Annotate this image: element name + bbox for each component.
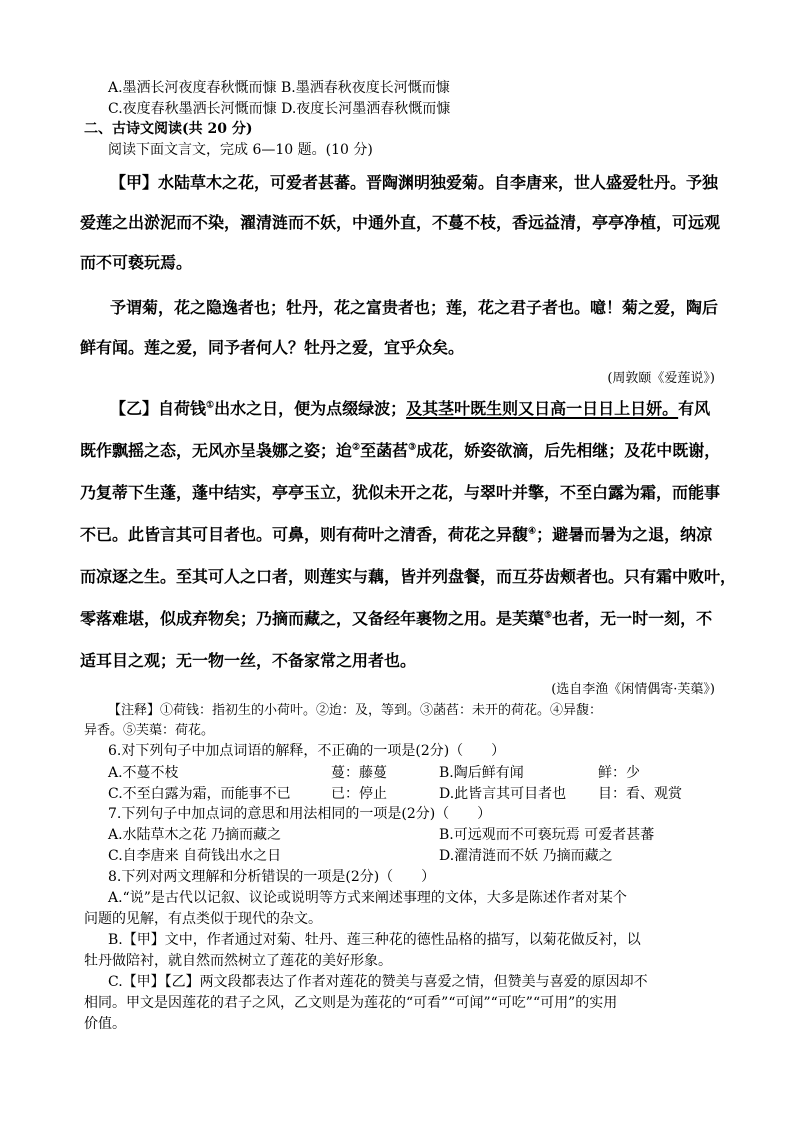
note-marker: ① xyxy=(206,400,215,411)
notes-line: 异香。⑤芙蕖：荷花。 xyxy=(84,723,215,738)
text-yi-line: 零落难堪，似成弃物矣；乃摘而藏之，又备经年裹物之用。是芙蕖⑤也者，无一时一刻，不 xyxy=(80,609,713,628)
q6-stem: 6.对下列句子中加点词语的解释，不正确的一项是(2分)（ ） xyxy=(108,743,506,759)
note-marker: ③ xyxy=(408,442,417,453)
q6-option-b-gloss: 鲜：少 xyxy=(598,765,640,781)
q6-option-c: C.不至白露为霜，而能事不已 xyxy=(108,786,291,802)
q7-option-c: C.自李唐来 自荷钱出水之日 xyxy=(108,848,282,864)
q7-option-a: A.水陆草木之花 乃摘而藏之 xyxy=(108,827,282,843)
section-instruction: 阅读下面文言文，完成 6—10 题。(10 分) xyxy=(108,142,373,158)
note-marker: ② xyxy=(352,442,361,453)
q8-option-c-line: 相同。甲文是因莲花的君子之风，乙文则是为莲花的“可看”“可闻”“可吃”“可用”的实用 xyxy=(84,995,618,1011)
q8-option-b-line: B.【甲】文中，作者通过对菊、牡丹、莲三种花的德性品格的描写，以菊花做反衬，以 xyxy=(108,932,641,948)
text-yi-line: 不已。此皆言其可目者也。可鼻，则有荷叶之清香，荷花之异馥④；避暑而暑为之退，纳凉 xyxy=(80,525,713,544)
note-marker: ⑤ xyxy=(544,610,553,621)
text-yi-line: 既作飘摇之态，无风亦呈袅娜之姿；迨②至菡萏③成花，娇姿欲滴，后先相继；及花中既谢， xyxy=(80,441,721,460)
q6-option-a-gloss: 蔓：藤蔓 xyxy=(331,765,387,781)
q8-option-a-line: 问题的见解，有点类似于现代的杂文。 xyxy=(84,911,322,927)
q6-option-b: B.陶后鲜有闻 xyxy=(439,765,524,781)
notes-label: 【注释】 xyxy=(108,703,161,718)
section-heading: 二、古诗文阅读(共 20 分) xyxy=(84,121,253,137)
q7-option-d: D.濯清涟而不妖 乃摘而藏之 xyxy=(439,848,613,864)
text-jia-line: 爱莲之出淤泥而不染，濯清涟而不妖，中通外直，不蔓不枝，香远益清，亭亭净植，可远观 xyxy=(80,213,721,232)
q8-option-c-line: C.【甲】【乙】两文段都表达了作者对莲花的赞美与喜爱之情，但赞美与喜爱的原因却不 xyxy=(108,974,648,990)
text-jia-label: 【甲】 xyxy=(110,173,159,192)
notes-line: 【注释】①荷钱：指初生的小荷叶。②迨：及，等到。③菡萏：未开的荷花。④异馥： xyxy=(108,703,603,718)
q7-option-b: B.可远观而不可亵玩焉 可爱者甚蕃 xyxy=(439,827,655,843)
q6-option-a: A.不蔓不枝 xyxy=(108,765,179,781)
text-yi-label: 【乙】 xyxy=(110,399,159,418)
q7-stem: 7.下列句子中加点词的意思和用法相同的一项是(2分)（ ） xyxy=(108,806,492,822)
q6-option-d-gloss: 目：看、观赏 xyxy=(598,786,682,802)
q8-option-b-line: 牡丹做陪衬，就自然而然树立了莲花的美好形象。 xyxy=(84,953,392,969)
text-yi-line: 适耳目之观；无一物一丝，不备家常之用者也。 xyxy=(80,651,417,670)
q8-stem: 8.下列对两文理解和分析错误的一项是(2分)（ ） xyxy=(108,869,436,885)
text-yi-source: (选自李渔《闲情偶寄·芙蕖》) xyxy=(551,682,715,697)
q8-option-a-line: A.“说”是古代以记叙、议论或说明等方式来阐述事理的文体，大多是陈述作者对某个 xyxy=(108,890,627,906)
text-yi-line: 乃复蒂下生蓬，蓬中结实，亭亭玉立，犹似未开之花，与翠叶并擎，不至白露为霜，而能事 xyxy=(80,483,721,502)
text-jia-line: 予谓菊，花之隐逸者也；牡丹，花之富贵者也；莲，花之君子者也。噫！菊之爱，陶后 xyxy=(110,298,719,317)
text-jia-source: (周敦颐《爱莲说》) xyxy=(607,371,715,386)
q5-option-row-1: A.墨洒长河夜度春秋慨而慷 B.墨洒春秋夜度长河慨而慷 xyxy=(108,80,450,96)
q5-option-row-2: C.夜度春秋墨洒长河慨而慷 D.夜度长河墨洒春秋慨而慷 xyxy=(108,101,451,117)
text-yi-line: 【乙】自荷钱①出水之日，便为点缀绿波；及其茎叶既生则又日高一日日上日妍。有风 xyxy=(110,399,711,418)
text-jia-line: 而不可亵玩焉。 xyxy=(80,253,193,272)
underlined-sentence: 及其茎叶既生则又日高一日日上日妍。 xyxy=(406,399,679,418)
q8-option-c-line: 价值。 xyxy=(84,1016,126,1032)
text-yi-line: 而凉逐之生。至其可人之口者，则莲实与藕，皆并列盘餐，而互芬齿颊者也。只有霜中败叶， xyxy=(80,567,737,586)
note-marker: ④ xyxy=(528,526,537,537)
text-jia-line: 鲜有闻。莲之爱，同予者何人？牡丹之爱，宜乎众矣。 xyxy=(80,338,465,357)
text-jia-line: 【甲】水陆草木之花，可爱者甚蕃。晋陶渊明独爱菊。自李唐来，世人盛爱牡丹。予独 xyxy=(110,173,719,192)
q6-option-c-gloss: 已：停止 xyxy=(331,786,387,802)
q6-option-d: D.此皆言其可目者也 xyxy=(439,786,567,802)
